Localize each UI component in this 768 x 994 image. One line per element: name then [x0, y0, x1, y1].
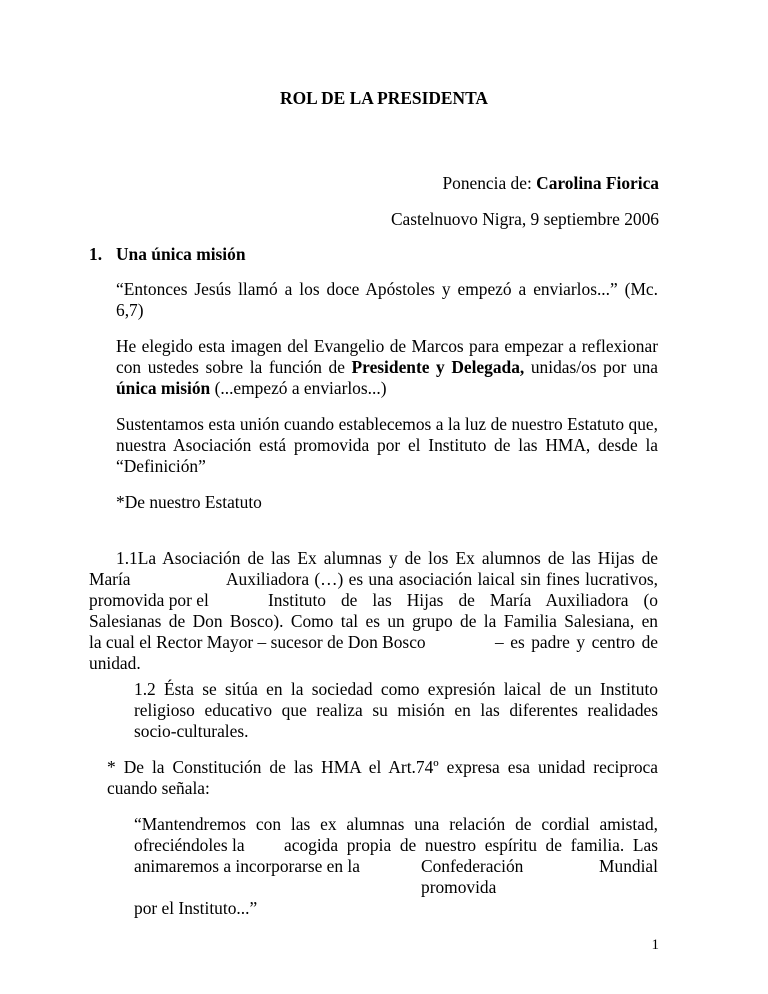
article-line: María Auxiliadora (…) es una asociación laical sin fines lucrativos,	[89, 569, 658, 589]
article-line: unidad.	[89, 653, 141, 673]
constitution-quote	[134, 814, 658, 919]
article-line: promovida por el Instituto de las Hijas de María Auxiliadora (o	[89, 590, 658, 610]
intro-emphasis: única misión	[116, 378, 211, 398]
article-1-2	[134, 679, 658, 742]
intro-line: única misión (...empezó a enviarlos...)	[116, 378, 387, 398]
byline-label: Ponencia de:	[442, 173, 537, 193]
byline	[442, 173, 659, 194]
quote-line: ofreciéndoles la acogida propia de nuestro espíritu de familia. Las	[134, 835, 658, 855]
page-number: 1	[651, 937, 659, 953]
union-paragraph	[116, 414, 658, 477]
section-title: Una única misión	[116, 244, 246, 264]
union-line: nuestra Asociación está promovida por el Instituto de las HMA, desde la	[116, 435, 658, 455]
intro-line: con ustedes sobre la función de Presidente y Delegada, unidas/os por una	[116, 357, 658, 377]
statute-heading: *De nuestro Estatuto	[116, 492, 262, 512]
quote-line: por el Instituto...”	[134, 898, 258, 918]
constitution-line: * De la Constitución de las HMA el Art.74º expresa esa unidad reciproca	[107, 757, 658, 777]
quote-line: animaremos a incorporarse en la Confederación Mundial promovida	[134, 856, 658, 897]
intro-emphasis: Presidente y Delegada,	[351, 357, 525, 377]
constitution-line: cuando señala:	[107, 778, 210, 798]
article-1-1	[89, 548, 658, 674]
article-line: religioso educativo que realiza su misión en las diferentes realidades	[134, 700, 658, 720]
intro-paragraph	[116, 336, 658, 399]
article-line: 1.2 Ésta se sitúa en la sociedad como expresión laical de un Instituto	[134, 679, 658, 699]
intro-line: He elegido esta imagen del Evangelio de Marcos para empezar a reflexionar	[116, 336, 658, 356]
quote-line: “Mantendremos con las ex alumnas una relación de cordial amistad,	[134, 814, 658, 834]
article-line: la cual el Rector Mayor – sucesor de Don Bosco – es padre y centro de	[89, 632, 658, 652]
article-line: socio-culturales.	[134, 721, 249, 741]
gospel-quote	[116, 279, 658, 321]
article-line: 1.1La Asociación de las Ex alumnas y de los Ex alumnos de las Hijas de	[116, 548, 658, 568]
gospel-quote-line: 6,7)	[116, 300, 144, 320]
section-number: 1.	[89, 244, 103, 264]
document-title: ROL DE LA PRESIDENTA	[280, 88, 488, 108]
byline-author: Carolina Fiorica	[536, 173, 659, 193]
section-heading	[89, 244, 246, 265]
gospel-quote-line: “Entonces Jesús llamó a los doce Apóstoles y empezó a enviarlos...” (Mc.	[116, 279, 658, 299]
union-line: “Definición”	[116, 456, 206, 476]
place-date: Castelnuovo Nigra, 9 septiembre 2006	[390, 209, 659, 229]
article-line: Salesianas de Don Bosco). Como tal es un grupo de la Familia Salesiana, en	[89, 611, 658, 631]
union-line: Sustentamos esta unión cuando establecemos a la luz de nuestro Estatuto que,	[116, 414, 658, 434]
constitution-paragraph	[107, 757, 658, 799]
